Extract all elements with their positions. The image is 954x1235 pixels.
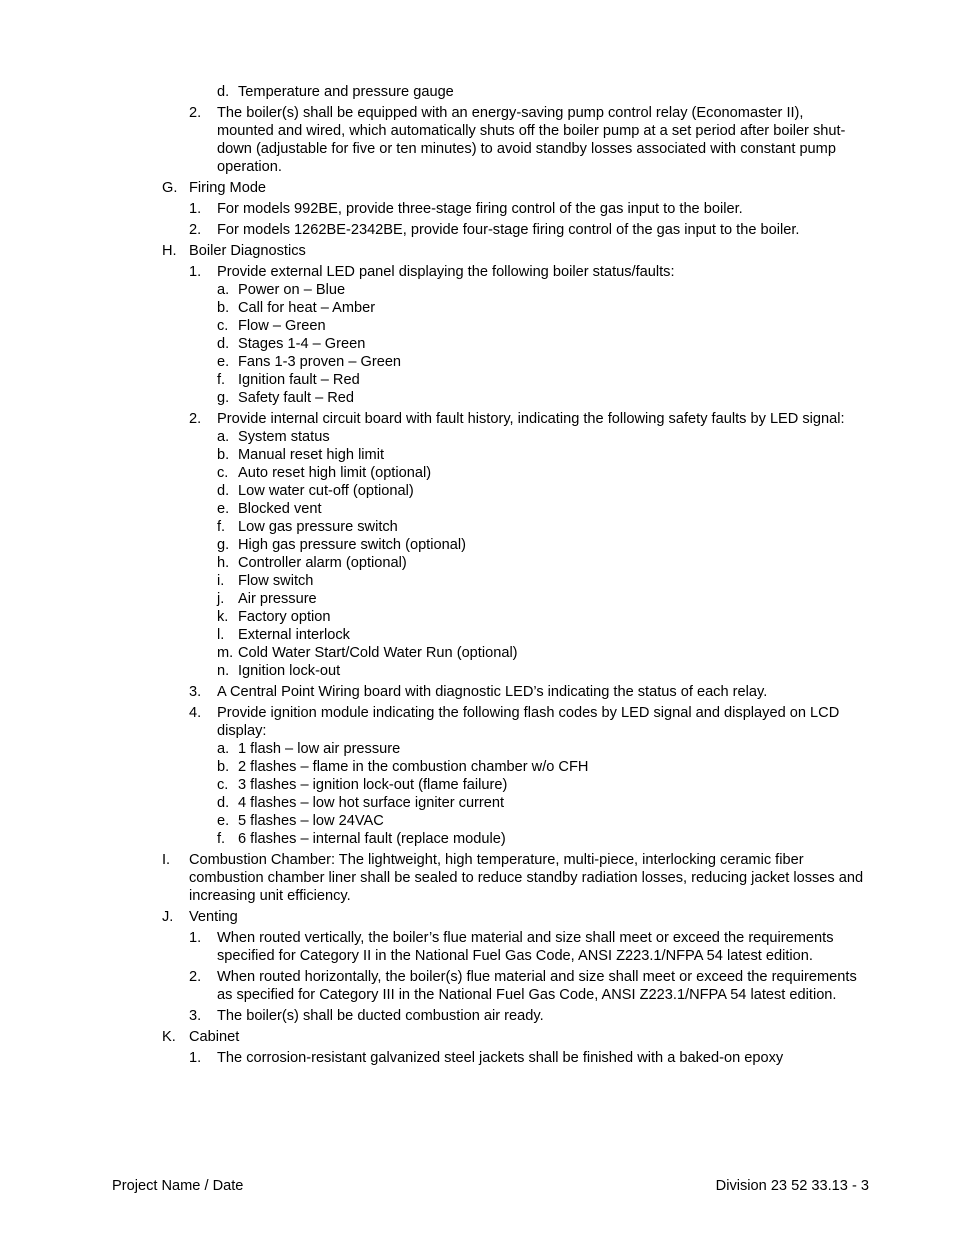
outline-item-label: f.	[217, 519, 226, 535]
outline-item-label: 3.	[189, 1008, 202, 1024]
outline-item-text: Provide internal circuit board with fault history, indicating the following safety faults by LED signal:	[217, 411, 845, 427]
outline-item-text: Temperature and pressure gauge	[238, 84, 454, 100]
outline-item-level-2	[0, 410, 954, 428]
outline-item-level-2	[0, 1007, 954, 1025]
outline-item-level-2	[0, 683, 954, 701]
outline-item-level-3	[0, 83, 954, 101]
footer-page-number: Division 23 52 33.13 - 3	[715, 1178, 869, 1194]
outline-item-level-3	[0, 572, 954, 590]
outline-item-level-3	[0, 317, 954, 335]
outline-item-label: k.	[217, 609, 229, 625]
outline-item-text: Low gas pressure switch	[238, 519, 398, 535]
outline-item-label: b.	[217, 759, 230, 775]
outline-item-label: a.	[217, 429, 230, 445]
outline-item-text: Auto reset high limit (optional)	[238, 465, 432, 481]
outline-item-level-1	[0, 908, 954, 926]
outline-item-label: 2.	[189, 222, 202, 238]
outline-item-level-3	[0, 740, 954, 758]
outline-item-label: 1.	[189, 264, 202, 280]
outline-item-level-3	[0, 536, 954, 554]
outline-item-level-3	[0, 644, 954, 662]
outline-item-text: Factory option	[238, 609, 331, 625]
outline-item-level-2	[0, 200, 954, 218]
outline-item-level-3	[0, 518, 954, 536]
outline-item-label: d.	[217, 84, 230, 100]
outline-item-text: Air pressure	[238, 591, 317, 607]
outline-item-label: a.	[217, 282, 230, 298]
outline-item-text: Ignition fault – Red	[238, 372, 360, 388]
spec-outline	[0, 83, 954, 1067]
outline-item-level-3	[0, 590, 954, 608]
outline-item-text: Low water cut-off (optional)	[238, 483, 414, 499]
outline-item-level-3	[0, 830, 954, 848]
outline-item-text: Blocked vent	[238, 501, 322, 517]
outline-item-label: b.	[217, 300, 230, 316]
outline-item-label: 1.	[189, 201, 202, 217]
outline-item-level-3	[0, 353, 954, 371]
outline-item-level-1	[0, 851, 954, 905]
outline-item-text: For models 992BE, provide three-stage firing control of the gas input to the boiler.	[217, 201, 743, 217]
outline-item-label: d.	[217, 483, 230, 499]
outline-item-text: Flow – Green	[238, 318, 326, 334]
outline-item-label: 1.	[189, 930, 202, 946]
outline-item-text: The boiler(s) shall be equipped with an energy-saving pump control relay (Economaster II), mounted and wired, which automatically shuts off the boiler pump at a set period after boiler shut-down (adjustable for five or ten minutes) to avoid standby losses associated with constant pump operation.	[217, 105, 846, 175]
outline-item-text: Combustion Chamber: The lightweight, high temperature, multi-piece, interlocking ceramic fiber combustion chamber liner shall be sealed to reduce standby radiation losses, reducing jacket losses and increasing unit efficiency.	[189, 852, 864, 904]
outline-item-label: d.	[217, 795, 230, 811]
outline-item-label: e.	[217, 354, 230, 370]
outline-item-level-3	[0, 776, 954, 794]
outline-item-text: Flow switch	[238, 573, 314, 589]
outline-item-label: 3.	[189, 684, 202, 700]
outline-item-level-2	[0, 1049, 954, 1067]
outline-item-text: When routed horizontally, the boiler(s) flue material and size shall meet or exceed the requirements as specified for Category III in the National Fuel Gas Code, ANSI Z223.1/NFPA 54 latest edition.	[217, 969, 857, 1003]
outline-item-text: Cabinet	[189, 1029, 240, 1045]
outline-item-text: The boiler(s) shall be ducted combustion air ready.	[217, 1008, 544, 1024]
outline-item-label: g.	[217, 537, 230, 553]
outline-item-level-1	[0, 242, 954, 260]
outline-item-text: 1 flash – low air pressure	[238, 741, 401, 757]
outline-item-label: 4.	[189, 705, 202, 721]
outline-item-level-3	[0, 500, 954, 518]
outline-item-text: High gas pressure switch (optional)	[238, 537, 466, 553]
outline-item-text: For models 1262BE-2342BE, provide four-stage firing control of the gas input to the boiler.	[217, 222, 800, 238]
outline-item-text: 4 flashes – low hot surface igniter current	[238, 795, 505, 811]
outline-item-level-3	[0, 812, 954, 830]
outline-item-label: G.	[162, 180, 178, 196]
outline-item-text: 5 flashes – low 24VAC	[238, 813, 384, 829]
outline-item-label: g.	[217, 390, 230, 406]
outline-item-label: 2.	[189, 969, 202, 985]
footer-project-name: Project Name / Date	[112, 1178, 244, 1194]
outline-item-text: The corrosion-resistant galvanized steel jackets shall be finished with a baked-on epoxy	[217, 1050, 784, 1066]
outline-item-text: 2 flashes – flame in the combustion chamber w/o CFH	[238, 759, 589, 775]
outline-item-label: c.	[217, 777, 229, 793]
outline-item-label: f.	[217, 831, 226, 847]
outline-item-level-1	[0, 179, 954, 197]
outline-item-level-3	[0, 608, 954, 626]
outline-item-label: c.	[217, 318, 229, 334]
outline-item-text: Safety fault – Red	[238, 390, 355, 406]
outline-item-level-2	[0, 263, 954, 281]
outline-item-level-2	[0, 968, 954, 1004]
outline-item-label: J.	[162, 909, 174, 925]
outline-item-label: a.	[217, 741, 230, 757]
outline-item-label: f.	[217, 372, 226, 388]
outline-item-label: 2.	[189, 105, 202, 121]
outline-item-label: m.	[217, 645, 234, 661]
outline-item-text: Boiler Diagnostics	[189, 243, 306, 259]
outline-item-label: I.	[162, 852, 171, 868]
outline-item-label: n.	[217, 663, 230, 679]
outline-item-level-3	[0, 662, 954, 680]
outline-item-text: When routed vertically, the boiler’s flue material and size shall meet or exceed the requirements specified for Category II in the National Fuel Gas Code, ANSI Z223.1/NFPA 54 latest edition.	[217, 930, 834, 964]
outline-item-label: b.	[217, 447, 230, 463]
outline-item-label: K.	[162, 1029, 176, 1045]
outline-item-level-3	[0, 794, 954, 812]
outline-item-text: External interlock	[238, 627, 350, 643]
outline-item-label: d.	[217, 336, 230, 352]
outline-item-text: Ignition lock-out	[238, 663, 341, 679]
outline-item-level-2	[0, 104, 954, 176]
outline-item-level-3	[0, 554, 954, 572]
outline-item-text: Manual reset high limit	[238, 447, 385, 463]
outline-item-level-3	[0, 389, 954, 407]
outline-item-level-2	[0, 221, 954, 239]
outline-item-level-2	[0, 704, 954, 740]
outline-item-text: Controller alarm (optional)	[238, 555, 407, 571]
outline-item-text: Fans 1-3 proven – Green	[238, 354, 402, 370]
outline-item-text: Venting	[189, 909, 238, 925]
outline-item-label: c.	[217, 465, 229, 481]
outline-item-label: 2.	[189, 411, 202, 427]
outline-item-label: e.	[217, 501, 230, 517]
outline-item-text: Stages 1-4 – Green	[238, 336, 366, 352]
outline-item-label: h.	[217, 555, 230, 571]
outline-item-level-3	[0, 758, 954, 776]
outline-item-text: Provide external LED panel displaying the following boiler status/faults:	[217, 264, 675, 280]
outline-item-level-3	[0, 335, 954, 353]
outline-item-text: 6 flashes – internal fault (replace module)	[238, 831, 506, 847]
outline-item-level-3	[0, 626, 954, 644]
outline-item-text: Power on – Blue	[238, 282, 346, 298]
outline-item-level-3	[0, 281, 954, 299]
outline-item-level-2	[0, 929, 954, 965]
outline-item-text: 3 flashes – ignition lock-out (flame failure)	[238, 777, 508, 793]
outline-item-level-1	[0, 1028, 954, 1046]
outline-item-label: i.	[217, 573, 225, 589]
outline-item-level-3	[0, 446, 954, 464]
outline-item-label: j.	[217, 591, 225, 607]
outline-item-text: A Central Point Wiring board with diagnostic LED’s indicating the status of each relay.	[217, 684, 768, 700]
outline-item-label: l.	[217, 627, 225, 643]
outline-item-text: Firing Mode	[189, 180, 267, 196]
outline-item-text: Cold Water Start/Cold Water Run (optional)	[238, 645, 518, 661]
outline-item-label: 1.	[189, 1050, 202, 1066]
outline-item-level-3	[0, 371, 954, 389]
outline-item-label: H.	[162, 243, 177, 259]
outline-item-text: System status	[238, 429, 330, 445]
outline-item-text: Provide ignition module indicating the following flash codes by LED signal and displayed on LCD display:	[217, 705, 840, 739]
outline-item-level-3	[0, 482, 954, 500]
outline-item-level-3	[0, 299, 954, 317]
outline-item-level-3	[0, 464, 954, 482]
outline-item-level-3	[0, 428, 954, 446]
outline-item-text: Call for heat – Amber	[238, 300, 376, 316]
outline-item-label: e.	[217, 813, 230, 829]
